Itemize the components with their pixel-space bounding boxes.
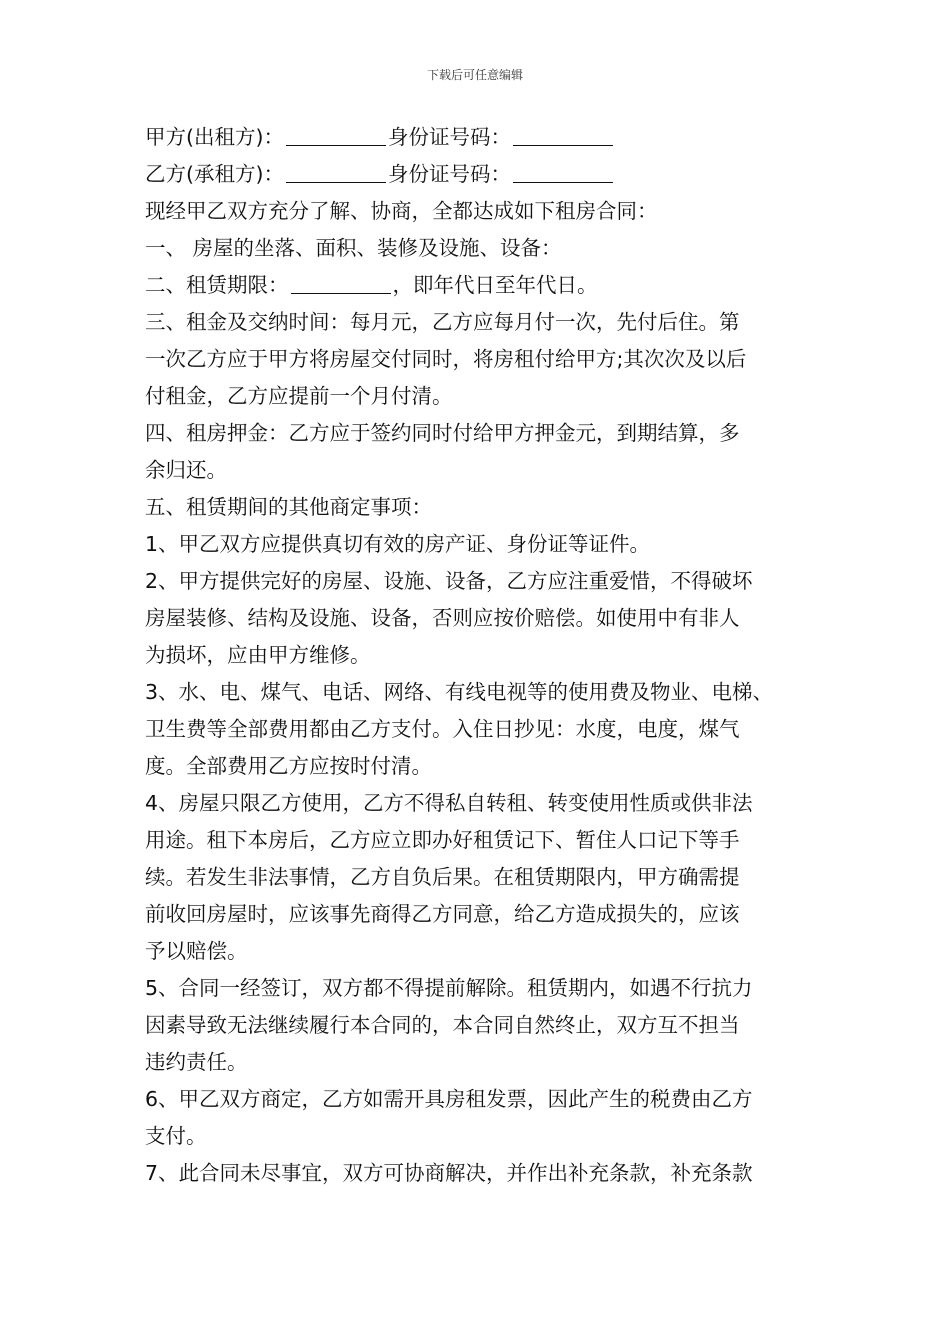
lease-term-text: ，即年代日至年代日。 bbox=[392, 273, 598, 297]
text-line: 1、甲乙双方应提供真切有效的房产证、身份证等证件。 bbox=[145, 532, 651, 556]
text-line: 三、租金及交纳时间：每月元，乙方应每月付一次，先付后住。第 bbox=[145, 310, 740, 334]
text-line: 一次乙方应于甲方将房屋交付同时，将房租付给甲方;其次次及以后 bbox=[145, 347, 747, 371]
text-line: 因素导致无法继续履行本合同的，本合同自然终止，双方互不担当 bbox=[145, 1013, 740, 1037]
text-line: 支付。 bbox=[145, 1124, 207, 1148]
party-a-id-blank bbox=[513, 123, 613, 146]
text-line: 余归还。 bbox=[145, 458, 227, 482]
text-line: 卫生费等全部费用都由乙方支付。入住日抄见：水度，电度，煤气 bbox=[145, 717, 740, 741]
party-a-line bbox=[145, 119, 813, 156]
text-line: 房屋装修、结构及设施、设备，否则应按价赔偿。如使用中有非人 bbox=[145, 606, 740, 630]
text-line: 6、甲乙双方商定，乙方如需开具房租发票，因此产生的税费由乙方 bbox=[145, 1087, 753, 1111]
lease-term-blank bbox=[291, 271, 391, 294]
text-line: 付租金，乙方应提前一个月付清。 bbox=[145, 384, 453, 408]
party-a-name-blank bbox=[286, 123, 386, 146]
text-line: 违约责任。 bbox=[145, 1050, 248, 1074]
party-b-name-blank bbox=[286, 160, 386, 183]
party-a-id-label: 身份证号码： bbox=[388, 125, 511, 149]
text-line: 一、 房屋的坐落、面积、装修及设施、设备： bbox=[145, 236, 562, 260]
text-line: 4、房屋只限乙方使用，乙方不得私自转租、转变使用性质或供非法 bbox=[145, 791, 753, 815]
lease-term-line bbox=[145, 267, 813, 304]
party-a-label: 甲方(出租方)： bbox=[145, 125, 284, 149]
text-line: 3、水、电、煤气、电话、网络、有线电视等的使用费及物业、电梯、 bbox=[145, 680, 774, 704]
party-b-id-blank bbox=[513, 160, 613, 183]
text-line: 前收回房屋时，应该事先商得乙方同意，给乙方造成损失的，应该 bbox=[145, 902, 740, 926]
text-line: 5、合同一经签订，双方都不得提前解除。租赁期内，如遇不行抗力 bbox=[145, 976, 753, 1000]
party-b-id-label: 身份证号码： bbox=[388, 162, 511, 186]
party-b-line bbox=[145, 156, 813, 193]
text-line: 为损坏，应由甲方维修。 bbox=[145, 643, 371, 667]
lease-term-label: 二、租赁期限： bbox=[145, 273, 289, 297]
text-line: 7、此合同未尽事宜，双方可协商解决，并作出补充条款，补充条款 bbox=[145, 1161, 753, 1185]
text-line: 五、租赁期间的其他商定事项： bbox=[145, 495, 432, 519]
party-b-label: 乙方(承租方)： bbox=[145, 162, 284, 186]
text-line: 2、甲方提供完好的房屋、设施、设备，乙方应注重爱惜，不得破坏 bbox=[145, 569, 753, 593]
text-line: 度。全部费用乙方应按时付清。 bbox=[145, 754, 432, 778]
text-line: 四、租房押金：乙方应于签约同时付给甲方押金元，到期结算，多 bbox=[145, 421, 740, 445]
text-line: 予以赔偿。 bbox=[145, 939, 248, 963]
text-line: 用途。租下本房后，乙方应立即办好租赁记下、暂住人口记下等手 bbox=[145, 828, 740, 852]
contract-body bbox=[145, 119, 813, 1192]
page-header: 下载后可任意编辑 bbox=[426, 68, 523, 82]
text-line: 续。若发生非法事情，乙方自负后果。在租赁期限内，甲方确需提 bbox=[145, 865, 740, 889]
text-line: 现经甲乙双方充分了解、协商，全都达成如下租房合同： bbox=[145, 199, 658, 223]
